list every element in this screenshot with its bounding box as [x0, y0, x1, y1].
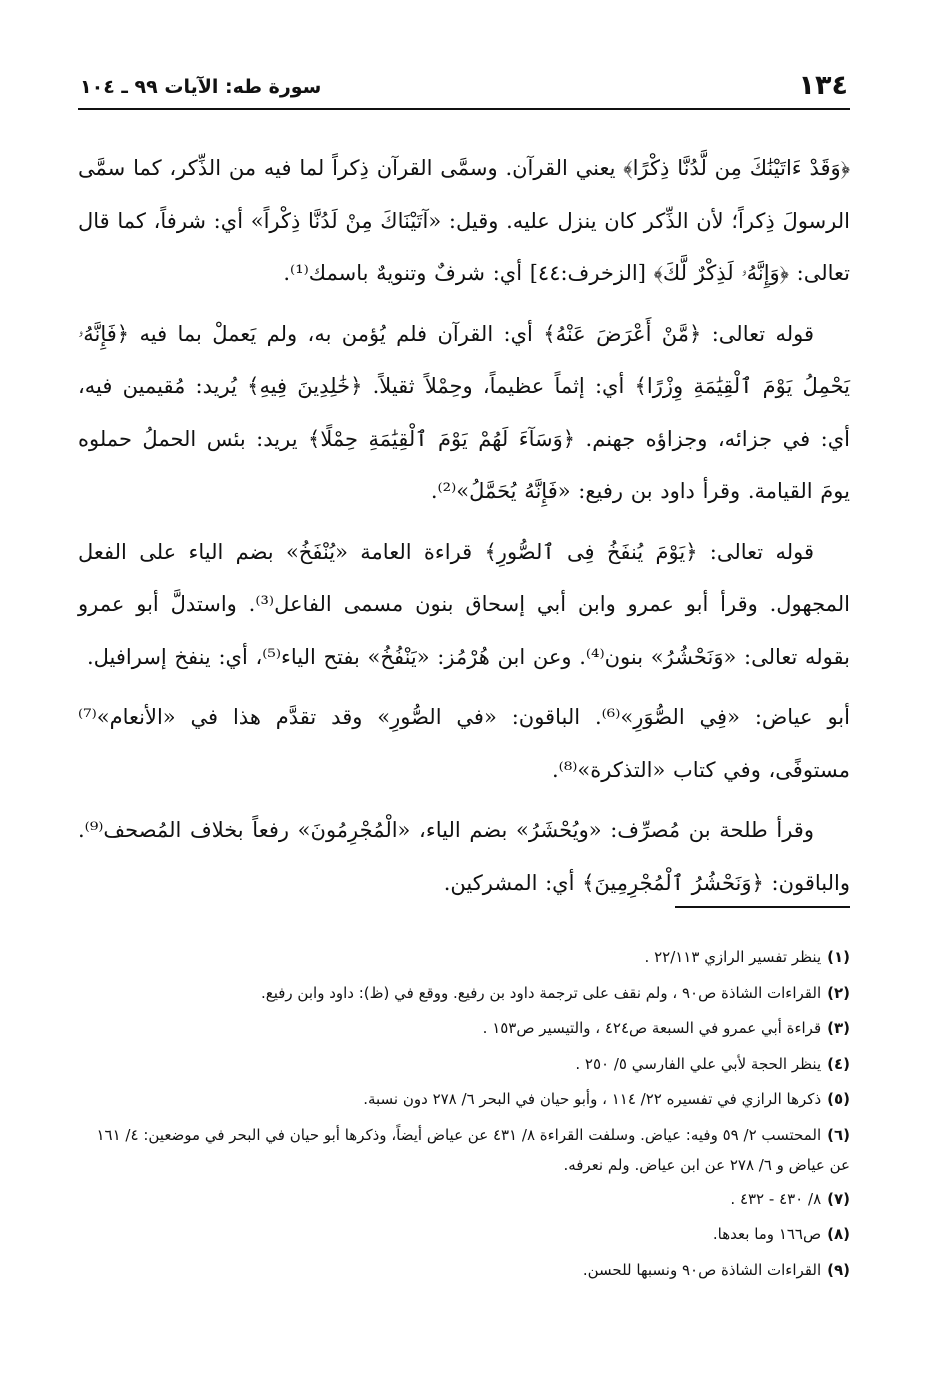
page-number: ١٣٤	[798, 70, 848, 101]
footnote: (٢)القراءات الشاذة ص٩٠ ، ولم نقف على ترجمة داود بن رفيع. ووقع في (ظ): داود وابن رفيع.	[260, 983, 850, 1002]
main-text	[78, 142, 850, 917]
footnote: (١)ينظر تفسير الرازي ٢٢/١١٣ .	[644, 948, 850, 966]
footnote-separator	[675, 906, 850, 908]
footnote: (٨)ص١٦٦ وما بعدها.	[712, 1225, 850, 1243]
footnote: (٩)القراءات الشاذة ص٩٠ ونسبها للحسن.	[582, 1260, 850, 1279]
running-title: سورة طه: الآيات ٩٩ ـ ١٠٤	[80, 76, 322, 98]
footnote: (٤)ينظر الحجة لأبي علي الفارسي ٥/ ٢٥٠ .	[575, 1054, 850, 1073]
paragraph-1: ﴿وَقَدْ ءَاتَيْنَٰكَ مِن لَّدُنَّا ذِكْرًا﴾ يعني القرآن. وسمَّى القرآن ذِكراً لما فيه من الذِّكر، كما سمَّى الرسولَ ذِكراً؛ لأن الذِّكر كان ينزل عليه. وقيل: «آتَيْنَاكَ مِنْ لَدُنَّا ذِكْراً» أي: شرفاً، كما قال تعالى: ﴿وَإِنَّهُۥ لَذِكْرٌ لَّكَ﴾ [الزخرف:٤٤] أي: شرفٌ وتنويهٌ باسمك⁽¹⁾.	[78, 156, 850, 285]
footnote: (٣)قراءة أبي عمرو في السبعة ص٤٢٤ ، والتيسير ص١٥٣ .	[482, 1019, 850, 1037]
footnotes	[78, 940, 850, 1288]
paragraph-5: وقرأ طلحة بن مُصرِّف: «ويُحْشَرُ» بضم الياء، «الْمُجْرِمُونَ» رفعاً بخلاف المُصحف⁽⁹⁾. والباقون: ﴿وَنَحْشُرُ ٱلْمُجْرِمِينَ﴾ أي: المشركين.	[78, 818, 850, 895]
page-header	[78, 68, 850, 110]
paragraph-2: قوله تعالى: ﴿مَّنْ أَعْرَضَ عَنْهُ﴾ أي: القرآن فلم يُؤمن به، ولم يَعملْ بما فيه ﴿فَإِنَّهُۥ يَحْمِلُ يَوْمَ ٱلْقِيَٰمَةِ وِزْرًا﴾ أي: إثماً عظيماً، وحِمْلاً ثقيلاً. ﴿خَٰلِدِينَ فِيهِ﴾ يُريد: مُقيمين فيه، أي: في جزائه، وجزاؤه جهنم. ﴿وَسَآءَ لَهُمْ يَوْمَ ٱلْقِيَٰمَةِ حِمْلًا﴾ يريد: بئس الحملُ حملوه يومَ القيامة. وقرأ داود بن رفيع: «فَإِنَّهُ يُحَمَّلُ»⁽²⁾.	[78, 321, 850, 503]
footnote: (٥)ذكرها الرازي في تفسيره ٢٢/ ١١٤ ، وأبو حيان في البحر ٦/ ٢٧٨ دون نسبة.	[363, 1090, 850, 1108]
footnote: (٦)المحتسب ٢/ ٥٩ وفيه: عياض. وسلفت القراءة ٨/ ٤٣١ عن عياض أيضاً، وذكرها أبو حيان في البحر في موضعين: ٤/ ١٦١ عن عياض و ٦/ ٢٧٨ عن ابن عياض. ولم نعرفه.	[96, 1125, 850, 1174]
paragraph-3: قوله تعالى: ﴿يَوْمَ يُنفَخُ فِى ٱلصُّورِ﴾ قراءة العامة «يُنْفَخُ» بضم الياء على الفعل المجهول. وقرأ أبو عمرو وابن أبي إسحاق بنون مسمى الفاعل⁽³⁾. واستدلَّ أبو عمرو بقوله تعالى: «وَنَحْشُرُ» بنون⁽⁴⁾. وعن ابن هُرْمُز: «يَنْفُخُ» بفتح الياء⁽⁵⁾، أي: ينفخ إسرافيل.	[78, 539, 850, 669]
footnote: (٧)٨/ ٤٣٠ - ٤٣٢ .	[730, 1189, 850, 1208]
paragraph-4: أبو عياض: «فِي الصُّوَرِ»⁽⁶⁾. الباقون: «في الصُّورِ» وقد تقدَّم هذا في «الأنعام»⁽⁷⁾ مستوفًى، وفي كتاب «التذكرة»⁽⁸⁾.	[78, 705, 850, 782]
